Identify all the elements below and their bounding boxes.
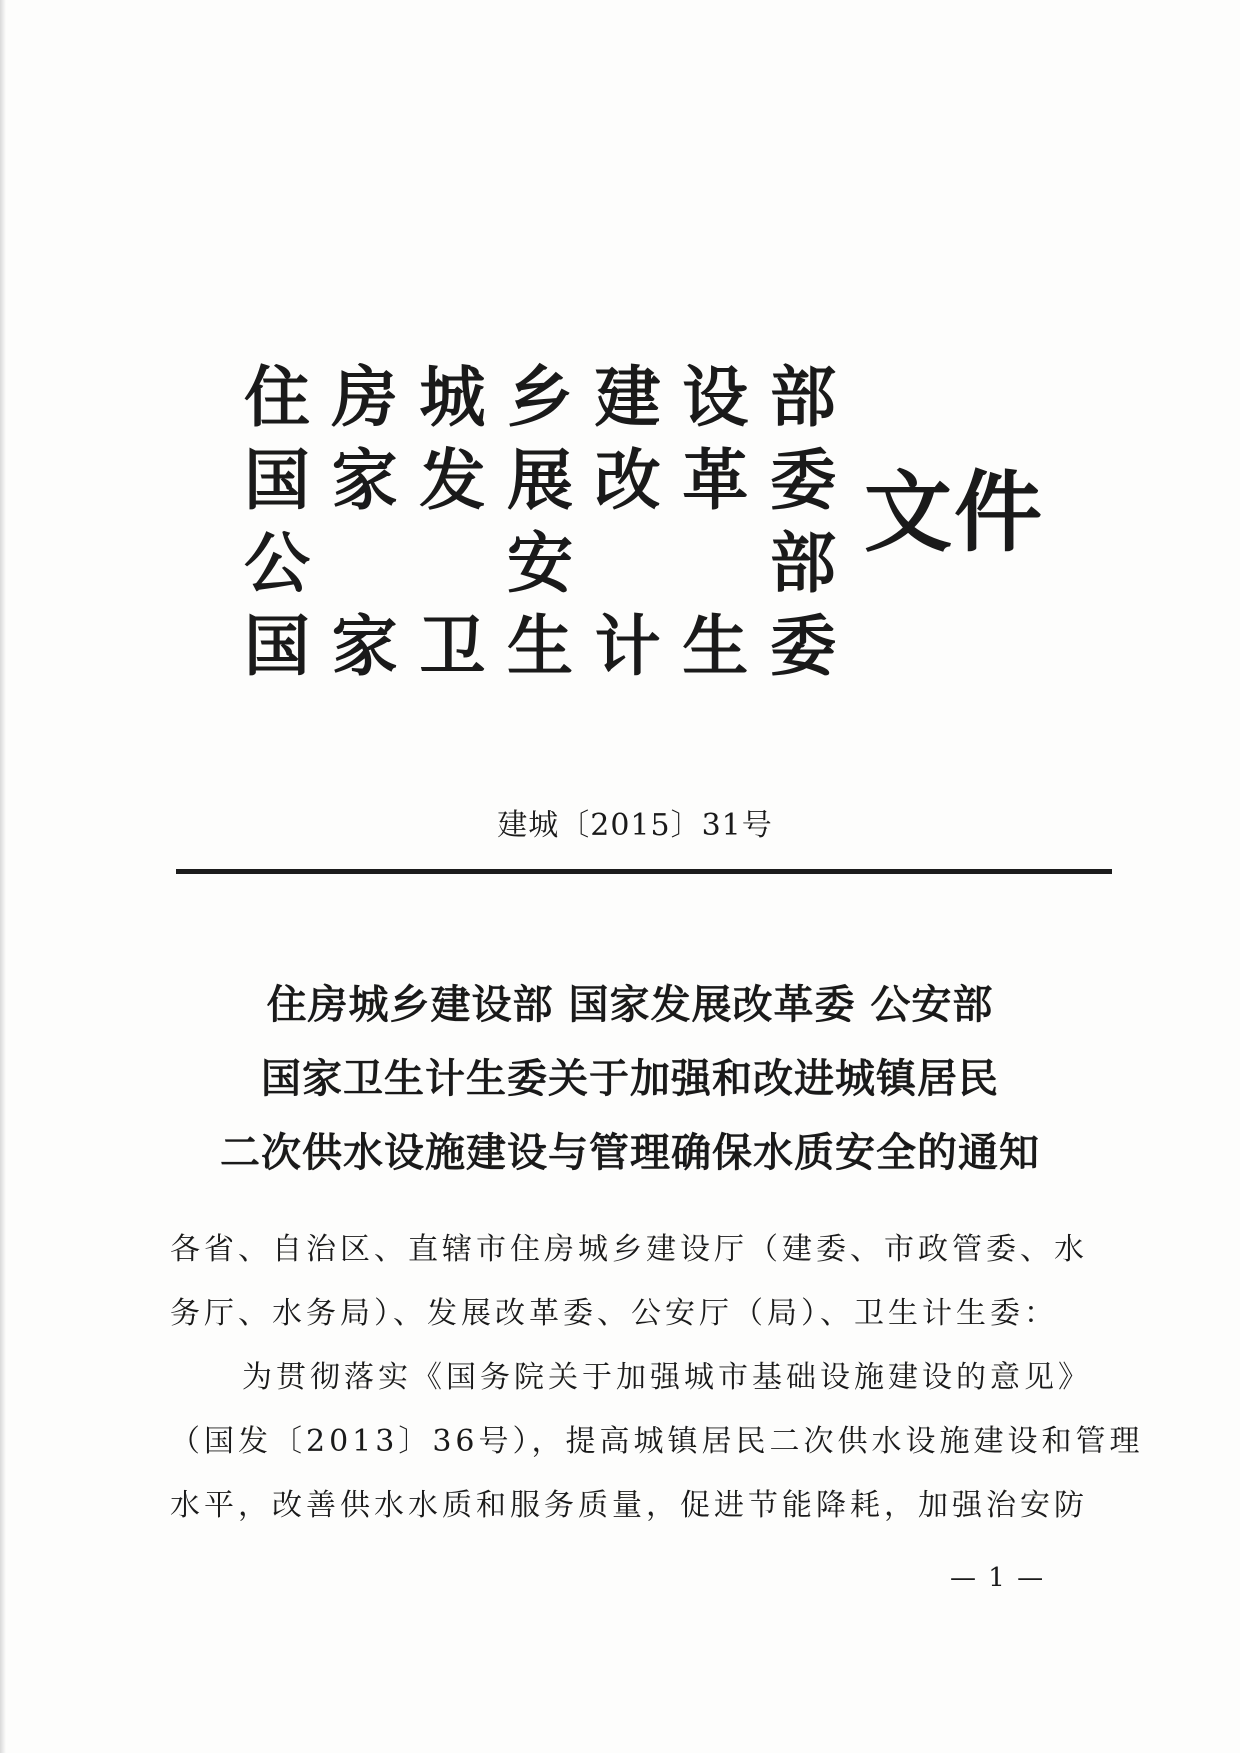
agency-char: 城 [419,358,486,436]
body-line: 务厅、水务局）、发展改革委、公安厅（局）、卫生计生委： [170,1296,1058,1331]
title-line: 国家卫生计生委关于加强和改进城镇居民 [261,1056,999,1102]
document-title [150,968,1110,1190]
agency-char: 展 [506,441,573,519]
scan-edge [0,0,6,1753]
document-number: 建城〔2015〕31号 [497,808,773,843]
agency-char: 革 [682,441,749,519]
agency-char: 生 [506,607,573,685]
agency-char: 住 [244,358,310,436]
page-number: — 1 — [950,1563,1046,1593]
agency-char: 部 [769,524,836,602]
document-label: 文件 [864,460,1045,564]
agency-row-health [240,605,840,688]
body-line: 水平，改善供水水质和服务质量，促进节能降耗，加强治安防 [170,1488,1088,1523]
agency-char [328,522,402,605]
agency-char: 乡 [506,358,573,436]
agency-char: 发 [419,441,486,519]
agency-char: 公 [244,524,310,602]
agency-row-housing [240,356,840,439]
agency-char [415,522,489,605]
agency-char: 委 [769,441,836,519]
agency-char: 计 [594,607,661,685]
agency-char [591,522,665,605]
agency-char: 委 [769,607,836,685]
agency-char: 国 [244,441,310,519]
agency-char: 建 [594,358,661,436]
agency-row-ndrc [240,439,840,522]
issuing-agencies [240,356,840,688]
agency-row-public-security [240,522,840,605]
title-line: 二次供水设施建设与管理确保水质安全的通知 [220,1130,1040,1176]
body-line: 各省、自治区、直辖市住房城乡建设厅（建委、市政管委、水 [170,1232,1088,1267]
agency-char: 生 [682,607,749,685]
agency-char: 安 [506,524,573,602]
agency-char: 设 [682,358,749,436]
agency-char: 部 [769,358,836,436]
agency-char: 房 [331,358,398,436]
agency-char [678,522,752,605]
document-body [170,1218,1144,1538]
body-line: 为贯彻落实《国务院关于加强城市基础设施建设的意见》 [242,1360,1092,1395]
agency-char: 家 [331,441,398,519]
agency-char: 改 [594,441,661,519]
agency-char: 家 [331,607,398,685]
body-line: （国发〔2013〕36号），提高城镇居民二次供水设施建设和管理 [170,1424,1144,1459]
agency-char: 国 [244,607,310,685]
title-line: 住房城乡建设部 国家发展改革委 公安部 [266,982,994,1028]
agency-char: 卫 [419,607,486,685]
header-divider [176,869,1112,874]
